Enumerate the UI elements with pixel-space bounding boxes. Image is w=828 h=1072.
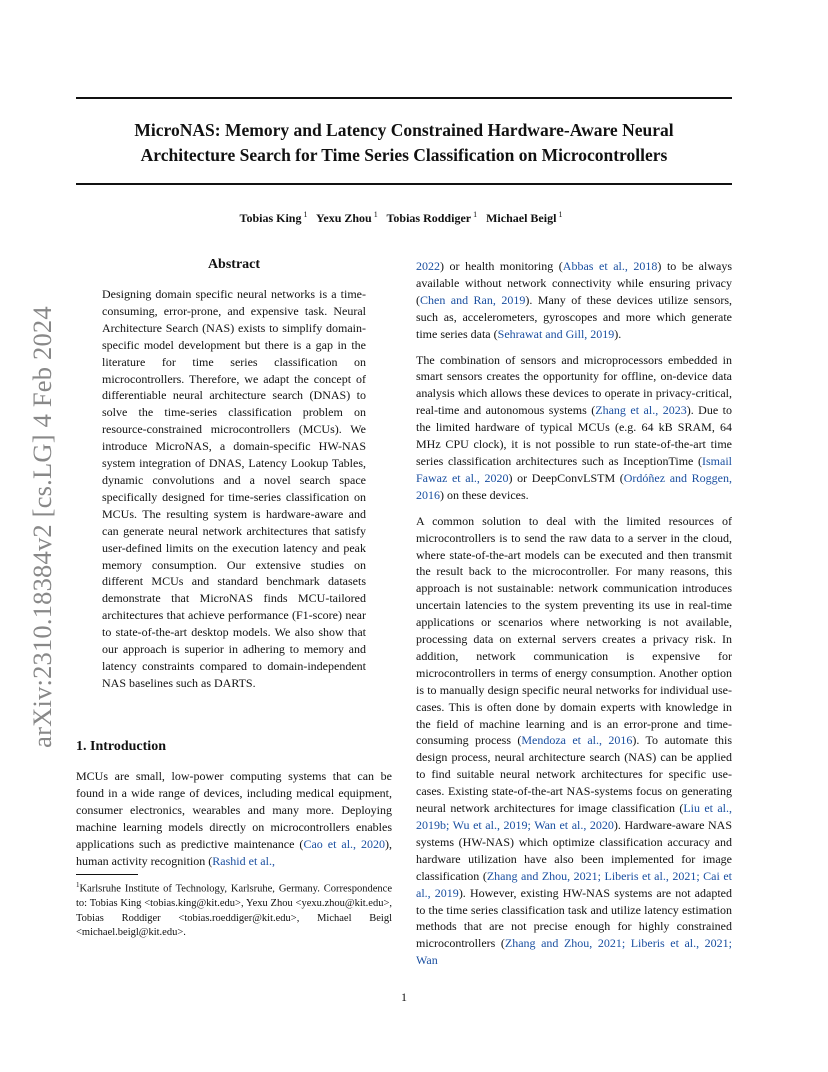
text-run: ) or health monitoring ( <box>440 259 563 273</box>
abstract-text: Designing domain specific neural networks is a time-consuming, error-prone, and expensive task. Neural Architecture Search (NAS) exists to simplify domain-specific model development but there is a gap in the literature for time series classification on microcontrollers. Therefore, we adapt the concept of differentiable neural architecture search (DNAS) to solve the time-series classification problem on resource-constrained microcontrollers (MCUs). We introduce MicroNAS, a domain-specific HW-NAS system integration of DNAS, Latency Lookup Tables, dynamic convolutions and a novel search space specifically designed for time-series classification on MCUs. The resulting system is hardware-aware and can generate neural network architectures that satisfy user-defined limits on the execution latency and peak memory consumption. Our extensive studies on different MCUs and standard benchmark datasets demonstrate that MicroNAS finds MCU-tailored architectures that achieve performance (F1-score) near to state-of-the-art desktop models. We also show that our approach is superior in adhering to memory and latency constraints compared to domain-independent NAS baselines such as DARTS. <box>102 287 366 690</box>
intro-paragraph-left <box>76 768 392 869</box>
text-run: ). Hardware-aware NAS systems (HW-NAS) which optimize classification accuracy and hardware utilization have also been implemented for image classification ( <box>416 818 732 883</box>
text-run: ) on these devices. <box>440 487 529 502</box>
section-heading: 1. Introduction <box>76 739 166 754</box>
title-line-2: Architecture Search for Time Series Classification on Microcontrollers <box>140 145 668 165</box>
arxiv-stamp: arXiv:2310.18384v2 [cs.LG] 4 Feb 2024 <box>27 306 57 748</box>
intro-paragraph <box>416 352 732 504</box>
text-run: The combination of sensors and microprocessors embedded in smart sensors creates the opportunity for offline, on-device data analysis which allows these devices to operate in privacy-critical, real-time and autonomous systems ( <box>416 352 732 418</box>
footnote-marker: 1 <box>76 881 80 889</box>
citation-link[interactable]: Chen and Ran, 2019 <box>420 292 526 307</box>
text-run: ). However, existing HW-NAS systems are not adapted to the time series classification task and utilize latency estimation methods that are not precise enough for highly constrained microcontrollers ( <box>416 885 732 951</box>
citation-link[interactable]: Liu et al., 2019b; Wu et al., 2019; Wan et al., 2020 <box>416 801 733 832</box>
text-run: ) to be always available without network connectivity while ensuring privacy ( <box>416 259 733 307</box>
citation-link[interactable]: Ismail Fawaz et al., 2020 <box>416 453 732 485</box>
citation-link[interactable]: Abbas et al., 2018 <box>562 259 658 273</box>
text-run: ). To automate this design process, neural architecture search (NAS) can be applied to find suitable neural network architectures for specific use-cases. Existing state-of-the-art NAS-systems focus on generating neural network architectures for image classification ( <box>416 733 732 816</box>
right-column <box>416 258 732 978</box>
page-number: 1 <box>401 990 407 1004</box>
top-rule <box>76 97 732 99</box>
citation-link[interactable]: Zhang et al., 2023 <box>595 403 687 418</box>
text-run: ). Many of these devices utilize sensors, such as, accelerometers, gyroscopes and more which generate time series data ( <box>416 292 732 341</box>
text-run: A common solution to deal with the limited resources of microcontrollers is to send the raw data to a server in the cloud, where state-of-the-art models can be executed and then transmit the result back to the microcontroller. For many reasons, this approach is not sustainable: network communication introduces uncertain latencies to the system preventing its use in real-time applications or scenarios where networking is not available, processing data on external servers creates a privacy risk. In addition, network communication is expensive for microcontrollers in terms of energy consumption. Another option is to manually design specific neural networks for individual use-cases. This is often done by domain experts with knowledge in the field of machine learning and is an error-prone and time-consuming process ( <box>416 513 732 748</box>
citation-link[interactable]: Zhang and Zhou, 2021; Liberis et al., 2021; Wan <box>416 936 732 968</box>
footnote-text: Karlsruhe Institute of Technology, Karlsruhe, Germany. Correspondence to: Tobias King <tobias.king@kit.edu>, Yexu Zhou <yexu.zhou@kit.edu>, Tobias Roddiger <tobias.roeddiger@kit.edu>, Michael Beigl <michael.beigl@kit.edu>. <box>76 883 392 939</box>
paper-title <box>76 118 732 168</box>
title-line-1: MicroNAS: Memory and Latency Constrained Hardware-Aware Neural <box>134 120 674 140</box>
text-run: ), human activity recognition ( <box>76 836 392 868</box>
intro-paragraph <box>416 258 732 343</box>
citation-link[interactable]: Ordóñez and Roggen, 2016 <box>416 470 732 502</box>
author-name: Tobias King <box>239 211 302 225</box>
footnote-rule <box>76 874 138 875</box>
author-affil: 1 <box>373 210 378 219</box>
text-run: ) or DeepConvLSTM ( <box>508 470 624 485</box>
citation-link[interactable]: Zhang and Zhou, 2021; Liberis et al., 2021; Cai et al., 2019 <box>416 868 732 900</box>
author-affil: 1 <box>558 210 563 219</box>
author-affil: 1 <box>303 210 308 219</box>
citation-link[interactable]: Sehrawat and Gill, 2019 <box>497 326 615 341</box>
title-bottom-rule <box>76 183 732 185</box>
author-list <box>76 210 732 226</box>
text-run: ). <box>614 326 622 341</box>
author-name: Tobias Roddiger <box>386 211 472 225</box>
citation-link[interactable]: Cao et al., 2020 <box>303 836 385 851</box>
citation-link[interactable]: 2022 <box>416 259 440 273</box>
citation-link[interactable]: Mendoza et al., 2016 <box>521 733 633 748</box>
citation-link[interactable]: Rashid et al., <box>212 853 275 868</box>
abstract-heading: Abstract <box>207 257 261 272</box>
footnote <box>76 878 392 941</box>
text-run: MCUs are small, low-power computing systems that can be found in a wide range of devices, including medical equipment, consumer electronics, wearables and many more. Deploying machine learning models directly on microcontrollers enables applications such as predictive maintenance ( <box>76 769 392 851</box>
author-affil: 1 <box>473 210 478 219</box>
author-name: Yexu Zhou <box>316 211 372 225</box>
author-name: Michael Beigl <box>486 211 557 225</box>
text-run: ). Due to the limited hardware of typical MCUs (e.g. 64 kB SRAM, 64 MHz CPU clock), it is not possible to run state-of-the-art time series classification architectures such as InceptionTime ( <box>416 403 733 468</box>
intro-paragraph <box>416 513 732 969</box>
